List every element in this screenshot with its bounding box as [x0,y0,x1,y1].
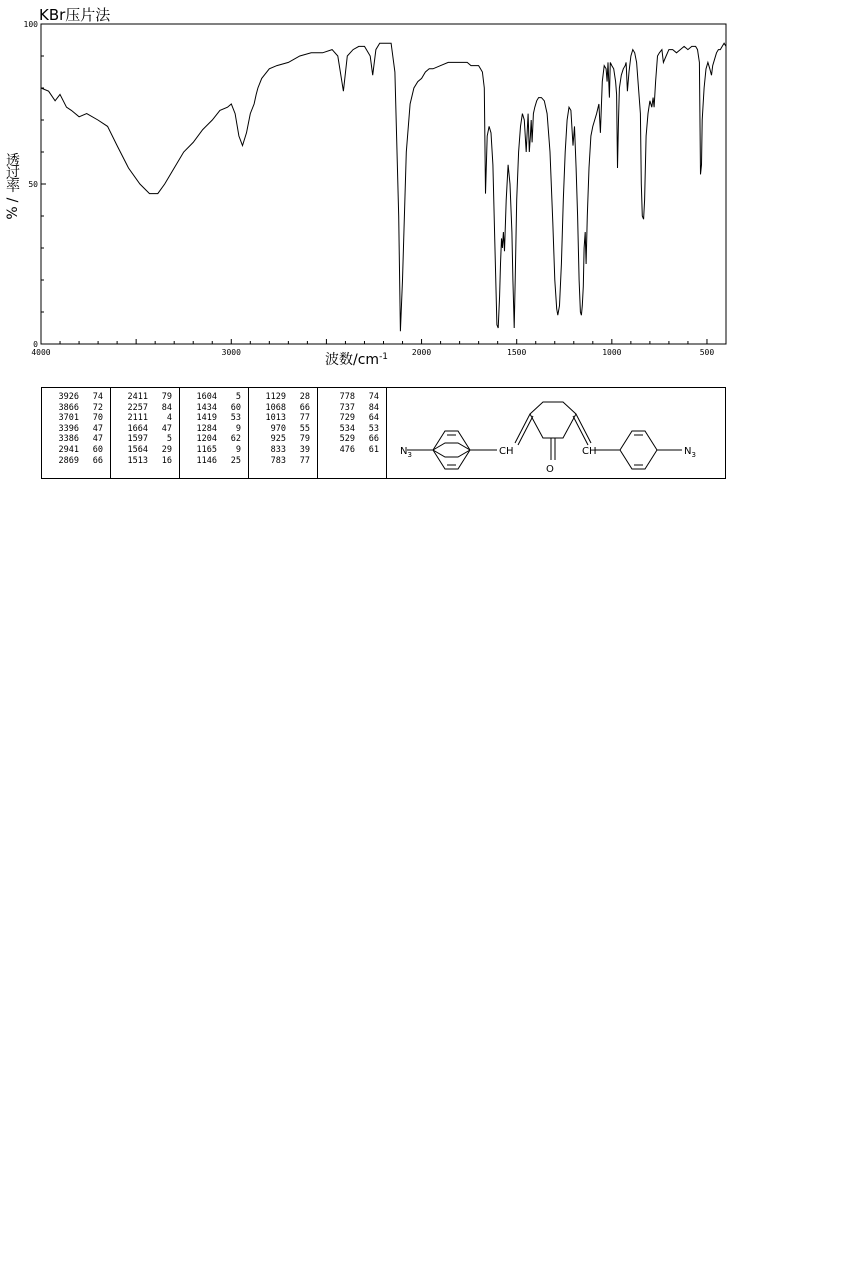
peak-transmittance: 72 [92,402,103,413]
peak-wavenumber: 1013 [265,413,286,424]
peak-row [318,403,386,414]
peak-transmittance: 29 [161,444,172,455]
peak-row [42,403,110,414]
peak-transmittance: 47 [161,423,172,434]
peak-transmittance: 25 [230,455,241,466]
y-axis-label-char: 率 [6,179,20,195]
peak-transmittance: 60 [230,402,241,413]
y-tick-label: 100 [23,20,38,29]
peak-transmittance: 39 [299,444,310,455]
peak-wavenumber: 1068 [265,402,286,413]
peak-wavenumber: 1597 [127,434,148,445]
peak-wavenumber: 1513 [127,455,148,466]
y-axis-label-char: 透 [6,153,20,169]
y-axis-label [5,153,21,220]
peak-transmittance: 4 [166,413,172,424]
x-axis-label: 波数$/cm^{-1}$ [325,352,389,368]
peak-wavenumber: 1284 [196,423,217,434]
peak-transmittance: 79 [299,434,310,445]
left-azide-label: $N_3$ [400,446,412,459]
peak-transmittance: 66 [368,434,379,445]
peak-wavenumber: 3386 [58,434,79,445]
peak-transmittance: 64 [368,413,379,424]
right-azide-label: $N_3$ [684,446,696,459]
peak-wavenumber: 476 [339,444,355,455]
peak-transmittance: 66 [299,402,310,413]
peak-wavenumber: 3396 [58,423,79,434]
peak-row [180,434,248,445]
peak-row [318,392,386,403]
cyclohexanone-ring [530,402,576,438]
peak-row [111,392,179,403]
x-axis-label-sup: -1 [379,352,389,362]
peak-transmittance: 60 [92,444,103,455]
peak-row [249,424,317,435]
peak-table-column [111,388,180,478]
peak-wavenumber: 1434 [196,402,217,413]
peak-row [111,434,179,445]
peak-table-column [42,388,111,478]
x-tick-label: 500 [699,348,715,357]
y-axis-label-char: 过 [6,166,20,182]
peak-table [41,387,726,479]
peak-row [111,424,179,435]
peak-wavenumber: 783 [270,455,286,466]
peak-row [318,434,386,445]
peak-transmittance: 74 [368,392,379,402]
peak-row [42,413,110,424]
peak-wavenumber: 970 [270,423,286,434]
peak-row [318,413,386,424]
peak-wavenumber: 529 [339,434,355,445]
peak-row [180,424,248,435]
y-tick-label: 50 [28,180,38,189]
peak-transmittance: 62 [230,434,241,445]
peak-wavenumber: 1146 [196,455,217,466]
peak-row [249,456,317,467]
peak-wavenumber: 737 [339,402,355,413]
peak-row [180,403,248,414]
peak-wavenumber: 1204 [196,434,217,445]
left-benzene-ring [433,431,470,469]
peak-wavenumber: 1664 [127,423,148,434]
peak-wavenumber: 1419 [196,413,217,424]
peak-transmittance: 16 [161,455,172,466]
peak-transmittance: 77 [299,455,310,466]
peak-wavenumber: 1604 [196,392,217,402]
peak-row [42,424,110,435]
transmittance-curve [41,43,726,331]
peak-wavenumber: 778 [339,392,355,402]
left-methine-label: CH [499,446,514,457]
peak-table-column [318,388,387,478]
peak-wavenumber: 1564 [127,444,148,455]
right-methine-label: CH [582,446,597,457]
peak-transmittance: 47 [92,434,103,445]
peak-transmittance: 79 [161,392,172,402]
peak-transmittance: 53 [368,423,379,434]
peak-wavenumber: 925 [270,434,286,445]
right-benzene-ring [620,431,657,469]
peak-transmittance: 28 [299,392,310,402]
peak-row [180,413,248,424]
peak-wavenumber: 2111 [127,413,148,424]
peak-wavenumber: 534 [339,423,355,434]
peak-wavenumber: 1129 [265,392,286,402]
x-tick-label: 3000 [221,348,241,357]
peak-row [42,456,110,467]
peak-wavenumber: 2411 [127,392,148,402]
peak-row [249,413,317,424]
carbonyl-oxygen-label: O [546,464,554,475]
peak-transmittance: 55 [299,423,310,434]
ir-spectrum-chart [0,0,850,380]
peak-row [249,434,317,445]
peak-transmittance: 84 [368,402,379,413]
peak-wavenumber: 3701 [58,413,79,424]
peak-transmittance: 84 [161,402,172,413]
measurement-method: KBr压片法 [39,6,111,24]
peak-transmittance: 74 [92,392,103,402]
peak-wavenumber: 2257 [127,402,148,413]
peak-table-column [180,388,249,478]
peak-row [180,392,248,403]
y-tick-label: 0 [33,340,38,349]
peak-transmittance: 9 [235,444,241,455]
peak-table-column [249,388,318,478]
peak-row [111,403,179,414]
x-tick-label: 1000 [602,348,622,357]
molecular-structure [387,388,725,478]
peak-row [249,445,317,456]
peak-row [42,392,110,403]
x-tick-label: 4000 [31,348,51,357]
peak-wavenumber: 1165 [196,444,217,455]
peak-wavenumber: 833 [270,444,286,455]
peak-row [180,456,248,467]
peak-transmittance: 5 [235,392,241,402]
y-axis-label-char: / [5,197,21,203]
peak-wavenumber: 2869 [58,455,79,466]
peak-row [318,424,386,435]
peak-wavenumber: 2941 [58,444,79,455]
peak-transmittance: 53 [230,413,241,424]
peak-row [249,392,317,403]
peak-row [318,445,386,456]
peak-transmittance: 47 [92,423,103,434]
x-tick-label: 2000 [411,348,432,357]
peak-row [111,413,179,424]
peak-transmittance: 9 [235,423,241,434]
peak-transmittance: 5 [166,434,172,445]
peak-wavenumber: 3866 [58,402,79,413]
y-axis-label-char: % [5,206,21,220]
peak-row [111,445,179,456]
peak-row [42,445,110,456]
peak-wavenumber: 3926 [58,392,79,402]
peak-transmittance: 66 [92,455,103,466]
peak-row [42,434,110,445]
peak-transmittance: 77 [299,413,310,424]
peak-wavenumber: 729 [339,413,355,424]
peak-transmittance: 70 [92,413,103,424]
peak-row [249,403,317,414]
peak-transmittance: 61 [368,444,379,455]
plot-frame [41,24,726,344]
peak-row [180,445,248,456]
x-tick-label: 1500 [507,348,527,357]
peak-row [111,456,179,467]
